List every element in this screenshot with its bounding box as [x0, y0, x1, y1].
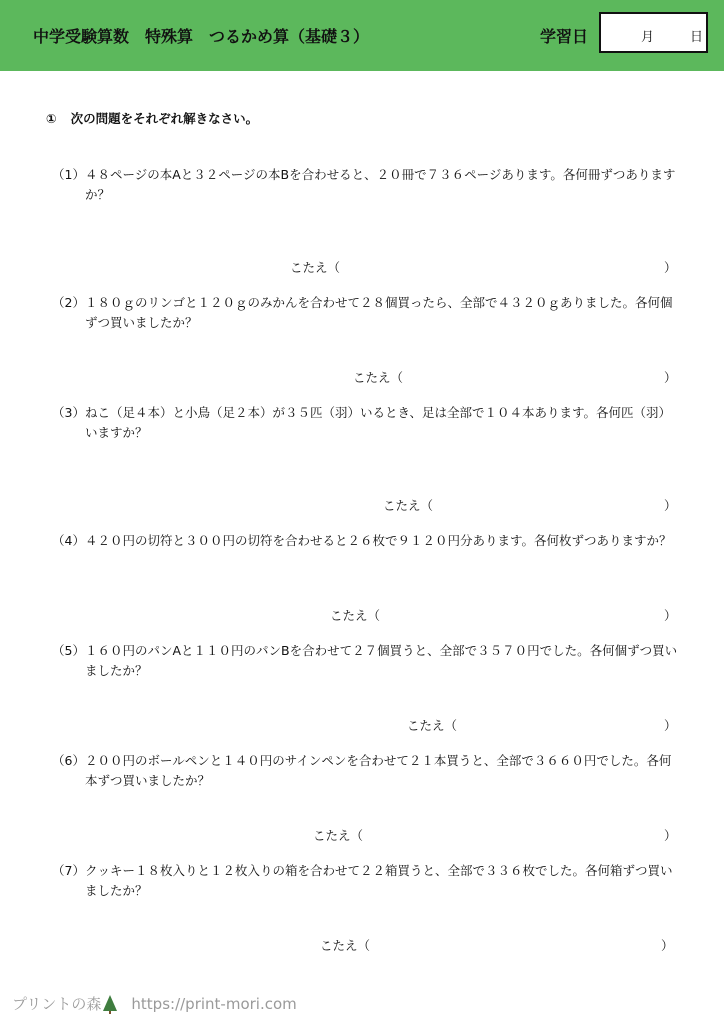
worksheet-title: 中学受験算数 特殊算 つるかめ算（基礎３） — [33, 27, 370, 46]
answer-close-paren: ） — [661, 938, 674, 953]
question-number: （7） — [52, 863, 85, 878]
question-number: （5） — [52, 643, 85, 658]
question-number: （1） — [52, 167, 85, 182]
question-text: ねこ（足４本）と小鳥（足２本）が３５匹（羽）いるとき、足は全部で１０４本あります。各何匹（羽）いますか？ — [85, 405, 672, 440]
answer-close-paren: ） — [664, 828, 677, 843]
question-number: （4） — [52, 533, 85, 548]
site-name-link[interactable]: プリントの森 — [12, 995, 102, 1013]
study-date-label: 学習日 — [540, 27, 589, 46]
question-text: クッキー１８枚入りと１２枚入りの箱を合わせて２２箱買うと、全部で３３６枚でした。各何箱ずつ買いましたか？ — [85, 863, 673, 898]
question-text: ４８ページの本Aと３２ページの本Bを合わせると、２０冊で７３６ページあります。各何冊ずつありますか？ — [85, 167, 676, 202]
section-number: ① — [46, 111, 57, 126]
site-url-link[interactable]: https://print-mori.com — [131, 995, 297, 1013]
section-instruction: 次の問題をそれぞれ解きなさい。 — [70, 111, 259, 126]
question-text: １８０ｇのリンゴと１２０ｇのみかんを合わせて２８個買ったら、全部で４３２０ｇありました。各何個ずつ買いましたか？ — [85, 295, 673, 330]
study-date-box — [599, 12, 708, 53]
answer-label: こたえ（ — [320, 938, 371, 953]
question-number: （2） — [52, 295, 85, 310]
question-text: １６０円のパンAと１１０円のパンBを合わせて２７個買うと、全部で３５７０円でした。各何個ずつ買いましたか？ — [85, 643, 678, 678]
answer-label: こたえ（ — [290, 260, 341, 275]
answer-close-paren: ） — [664, 718, 677, 733]
question-number: （6） — [52, 753, 85, 768]
answer-label: こたえ（ — [313, 828, 364, 843]
question-text: ２００円のボールペンと１４０円のサインペンを合わせて２１本買うと、全部で３６６０円でした。各何本ずつ買いましたか？ — [85, 753, 672, 788]
answer-label: こたえ（ — [353, 370, 404, 385]
section-heading — [46, 109, 258, 127]
answer-close-paren: ） — [664, 260, 677, 275]
answer-label: こたえ（ — [383, 498, 434, 513]
answer-label: こたえ（ — [330, 608, 381, 623]
footer — [12, 993, 297, 1014]
month-label: 月 — [641, 30, 655, 45]
answer-close-paren: ） — [664, 370, 677, 385]
answer-close-paren: ） — [664, 608, 677, 623]
answer-label: こたえ（ — [407, 718, 458, 733]
answer-close-paren: ） — [664, 498, 677, 513]
tree-icon — [103, 995, 117, 1011]
question-number: （3） — [52, 405, 85, 420]
header-bar — [0, 0, 724, 71]
question-text: ４２０円の切符と３００円の切符を合わせると２６枚で９１２０円分あります。各何枚ずつありますか？ — [85, 533, 672, 548]
day-label: 日 — [690, 30, 704, 45]
